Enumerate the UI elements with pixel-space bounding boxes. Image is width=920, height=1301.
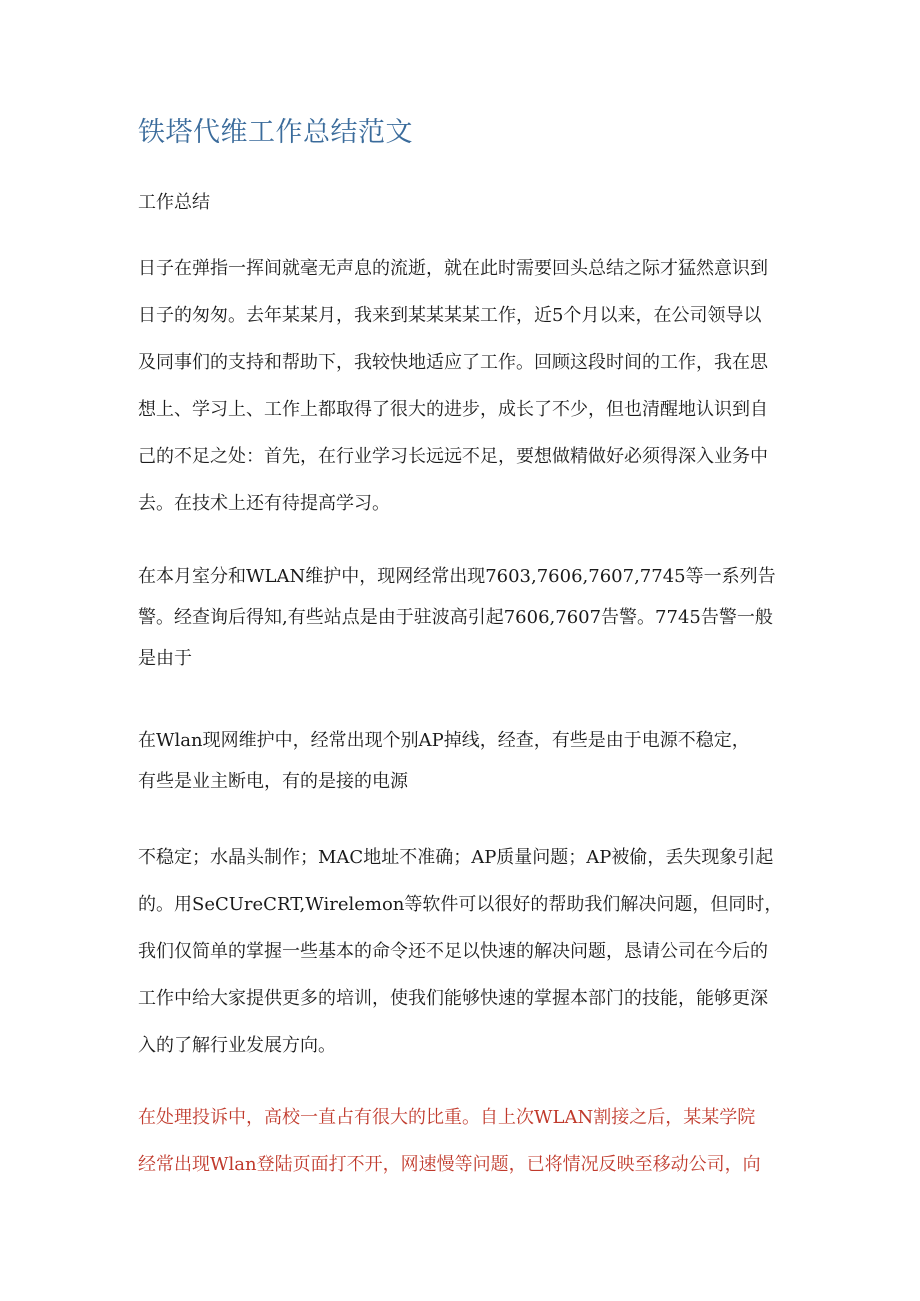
paragraph-3 — [138, 720, 798, 802]
paragraph-line: 想上、学习上、工作上都取得了很大的进步，成长了不少，但也清醒地认识到自 — [138, 399, 768, 420]
paragraph-line: 不稳定；水晶头制作；MAC地址不准确；AP质量问题；AP被偷，丢失现象引起 — [138, 847, 774, 868]
paragraph-line: 在本月室分和WLAN维护中，现网经常出现7603,7606,7607,7745等一系列告 — [138, 566, 776, 587]
paragraph-4 — [138, 834, 798, 1069]
paragraph-line: 是由于 — [138, 648, 192, 669]
paragraph-line: 经常出现Wlan登陆页面打不开，网速慢等问题，已将情况反映至移动公司，向 — [138, 1154, 761, 1175]
paragraph-line: 在Wlan现网维护中，经常出现个别AP掉线，经查，有些是由于电源不稳定， — [138, 730, 750, 751]
paragraph-5-highlighted — [138, 1094, 798, 1188]
paragraph-1 — [138, 245, 798, 527]
document-title: 铁塔代维工作总结范文 — [138, 117, 413, 148]
paragraph-line: 日子在弹指一挥间就毫无声息的流逝，就在此时需要回头总结之际才猛然意识到 — [138, 258, 768, 279]
paragraph-2 — [138, 556, 798, 679]
paragraph-line: 日子的匆匆。去年某某月，我来到某某某某工作，近5个月以来，在公司领导以 — [138, 305, 762, 326]
document-subtitle: 工作总结 — [138, 192, 210, 213]
paragraph-line: 去。在技术上还有待提高学习。 — [138, 493, 390, 514]
paragraph-line: 入的了解行业发展方向。 — [138, 1035, 336, 1056]
paragraph-line: 我们仅简单的掌握一些基本的命令还不足以快速的解决问题，恳请公司在今后的 — [138, 941, 768, 962]
paragraph-line: 及同事们的支持和帮助下，我较快地适应了工作。回顾这段时间的工作，我在思 — [138, 352, 768, 373]
paragraph-line: 警。经查询后得知,有些站点是由于驻波高引起7606,7607告警。7745告警一般 — [138, 607, 773, 628]
paragraph-line: 的。用SeCUreCRT,Wirelemon等软件可以很好的帮助我们解决问题，但同时， — [138, 894, 783, 915]
paragraph-line: 在处理投诉中，高校一直占有很大的比重。自上次WLAN割接之后，某某学院 — [138, 1107, 756, 1128]
paragraph-line: 有些是业主断电，有的是接的电源 — [138, 771, 408, 792]
paragraph-line: 工作中给大家提供更多的培训，使我们能够快速的掌握本部门的技能，能够更深 — [138, 988, 768, 1009]
paragraph-line: 己的不足之处：首先，在行业学习长远远不足，要想做精做好必须得深入业务中 — [138, 446, 768, 467]
